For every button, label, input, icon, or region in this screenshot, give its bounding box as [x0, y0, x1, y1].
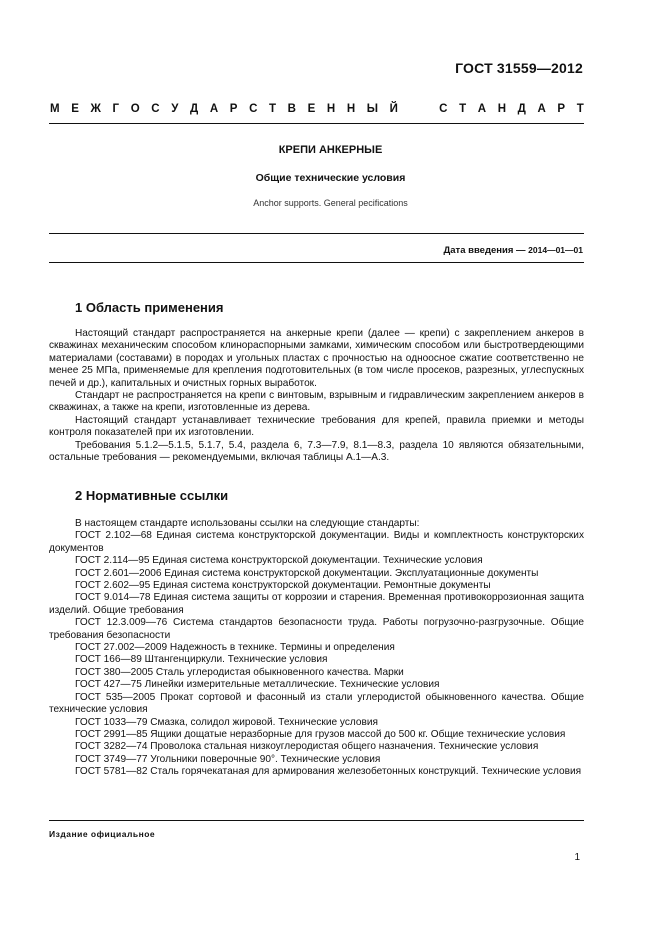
banner-letter: Т: [459, 103, 467, 115]
section-2-heading: 2 Нормативные ссылки: [75, 488, 229, 503]
reference-item: ГОСТ 5781—82 Сталь горячекатаная для армирования железобетонных конструкций. Технические условия: [75, 766, 582, 778]
introduction-date-value: 2014—01—01: [528, 245, 583, 255]
reference-item: ГОСТ 2991—85 Ящики дощатые неразборные для грузов массой до 500 кг. Общие технические условия: [75, 728, 566, 740]
reference-item: ГОСТ 380—2005 Сталь углеродистая обыкновенного качества. Марки: [75, 666, 404, 678]
date-rule: [49, 262, 584, 263]
reference-item: ГОСТ 2.114—95 Единая система конструкторской документации. Технические условия: [75, 555, 483, 567]
title-rule: [49, 233, 584, 234]
banner-letter: Г: [112, 103, 120, 115]
banner-letter: Д: [190, 103, 199, 115]
banner-letter: Р: [229, 103, 238, 115]
banner-letter: Р: [557, 103, 566, 115]
reference-item: ГОСТ 2.602—95 Единая система конструкторской документации. Ремонтные документы: [75, 580, 491, 592]
reference-item: ГОСТ 3749—77 Угольники поверочные 90°. Технические условия: [75, 753, 381, 765]
footer-rule: [49, 820, 584, 821]
banner-spacer: [410, 103, 428, 115]
reference-item: ГОСТ 2.601—2006 Единая система конструкторской документации. Эксплуатационные документы: [75, 567, 539, 579]
reference-item: ГОСТ 1033—79 Смазка, солидол жировой. Технические условия: [75, 716, 378, 728]
document-title: КРЕПИ АНКЕРНЫЕ: [278, 144, 383, 156]
banner-letter: В: [287, 103, 296, 115]
banner-letter: Н: [326, 103, 336, 115]
document-subtitle: Общие технические условия: [255, 172, 406, 184]
reference-item: ГОСТ 12.3.009—76 Система стандартов безопасности труда. Работы погрузочно-разгрузочные. Общие требования безопасности: [49, 617, 584, 641]
english-title: Anchor supports. General pecifications: [253, 198, 408, 208]
reference-item: ГОСТ 427—75 Линейки измерительные металлические. Технические условия: [75, 679, 440, 691]
reference-item: ГОСТ 2.102—68 Единая система конструкторской документации. Виды и комплектность конструкторских документов: [49, 530, 584, 554]
section-1-body: [49, 328, 584, 464]
banner-letter: Н: [497, 103, 507, 115]
header-rule: [49, 123, 584, 124]
reference-item: ГОСТ 3282—74 Проволока стальная низкоуглеродистая общего назначения. Технические условия: [75, 741, 539, 753]
banner-letter: С: [439, 103, 448, 115]
page-number: 1: [574, 852, 580, 863]
standard-banner: [50, 103, 584, 115]
banner-letter: О: [130, 103, 140, 115]
banner-letter: Е: [71, 103, 79, 115]
official-edition-note: Издание официальное: [49, 829, 156, 839]
reference-item: ГОСТ 27.002—2009 Надежность в технике. Термины и определения: [75, 642, 395, 654]
banner-letter: А: [477, 103, 487, 115]
introduction-date: [443, 245, 583, 256]
banner-letter: Т: [576, 103, 584, 115]
banner-letter: С: [151, 103, 160, 115]
section-2-intro: В настоящем стандарте использованы ссылки на следующие стандарты:: [75, 518, 420, 529]
banner-letter: Н: [346, 103, 356, 115]
banner-letter: У: [171, 103, 179, 115]
banner-letter: Ы: [366, 103, 379, 115]
banner-letter: А: [209, 103, 219, 115]
banner-letter: Е: [307, 103, 316, 115]
reference-item: ГОСТ 166—89 Штангенциркули. Технические условия: [75, 654, 328, 666]
section-2-body: [49, 518, 584, 779]
section-1-paragraph: Стандарт не распространяется на крепи с винтовым, взрывным и гидравлическим закреплением анкеров в скважинах, а также на крепи, изготовленные из дерева.: [49, 390, 584, 414]
banner-letter: Й: [389, 103, 398, 115]
banner-letter: С: [249, 103, 258, 115]
banner-letter: М: [50, 103, 60, 115]
section-1-heading: 1 Область применения: [75, 300, 224, 315]
section-1-paragraph: Настоящий стандарт устанавливает технические требования для крепей, правила приемки и методы контроля показателей при их изготовлении.: [49, 414, 584, 439]
reference-item: ГОСТ 535—2005 Прокат сортовой и фасонный из стали углеродистой обыкновенного качества. Общие технические условия: [49, 691, 584, 716]
introduction-date-label: Дата введения —: [443, 245, 526, 256]
banner-letter: Д: [517, 103, 526, 115]
banner-letter: Т: [269, 103, 277, 115]
section-1-paragraph: Настоящий стандарт распространяется на анкерные крепи (далее — крепи) с закреплением анкеров в скважинах механическим способом клинораспорными замками, химическим способом или быстротвердеющими материалами (составами) в породах и угольных пластах с прочностью на одноосное сжатие соответственно не менее 25 МПа, применяемые для крепления подготовительных (в том числе просеков, разрезных, углеспускных печей и др.), капитальных и очистных горных выработок.: [49, 328, 584, 389]
section-1-paragraph: Требования 5.1.2—5.1.5, 5.1.7, 5.4, раздела 6, 7.3—7.9, 8.1—8.3, раздела 10 являются обязательными, остальные требования — рекомендуемыми, включая таблицы А.1—А.3.: [49, 439, 584, 464]
banner-letter: Ж: [90, 103, 101, 115]
gost-number: ГОСТ 31559—2012: [455, 60, 583, 76]
banner-letter: А: [537, 103, 546, 115]
reference-item: ГОСТ 9.014—78 Единая система защиты от коррозии и старения. Временная противокоррозионная защита изделий. Общие требования: [49, 592, 584, 616]
